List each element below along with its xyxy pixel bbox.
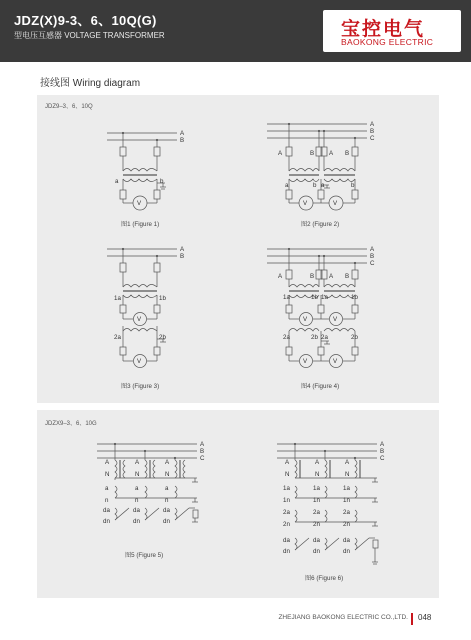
fig4-meter-4: V <box>333 358 338 365</box>
fig2-bus-c: C <box>370 135 375 142</box>
fig4-pri-2: B <box>310 273 315 280</box>
fig6-bus-a: A <box>380 441 385 448</box>
fig5-da-2: da <box>133 507 140 514</box>
fig5-a-2: a <box>135 485 139 492</box>
fig5-bus-c: C <box>200 455 205 462</box>
fig6-1a-1: 1a <box>283 485 290 492</box>
fig4-bus-c: C <box>370 260 375 267</box>
fig6-da-2: da <box>313 537 320 544</box>
fig4-meter-2: V <box>333 316 338 323</box>
fig5-caption: 图5 (Figure 5) <box>125 552 164 559</box>
fig6-A-3: A <box>345 459 350 466</box>
fig6-2a-1: 2a <box>283 509 290 516</box>
figure-4-diagram <box>267 249 367 368</box>
fig2-sec-4: b <box>351 182 355 189</box>
figure-1-diagram <box>107 133 177 210</box>
fig2-sec-2: b <box>313 182 317 189</box>
company-logo <box>323 10 461 52</box>
wiring-panel-jdzx9 <box>37 410 439 598</box>
fig5-da-1: da <box>103 507 110 514</box>
series-label-2: JDZX9–3、6、10G <box>45 421 97 427</box>
fig4-sec1-1: 1a <box>283 294 290 301</box>
fig1-sec-b: b <box>160 178 164 185</box>
fig5-N-1: N <box>105 471 110 478</box>
fig5-N-2: N <box>135 471 140 478</box>
fig2-meter-2: V <box>333 200 338 207</box>
fig6-N-1: N <box>285 471 290 478</box>
fig1-bus-a: A <box>180 130 185 137</box>
series-label: JDZ9–3、6、10Q <box>45 104 93 110</box>
fig4-pri-4: B <box>345 273 350 280</box>
fig4-sec1-3: 1a <box>321 294 328 301</box>
fig6-1a-2: 1a <box>313 485 320 492</box>
fig4-pri-1: A <box>278 273 283 280</box>
fig3-sec1-b: 1b <box>159 295 166 302</box>
fig5-bus-b: B <box>200 448 205 455</box>
fig4-bus-a: A <box>370 246 375 253</box>
fig2-pri-1: A <box>278 150 283 157</box>
fig6-2n-2: 2n <box>313 521 320 528</box>
fig1-bus-b: B <box>180 137 185 144</box>
wiring-diagrams-5-6 <box>37 410 439 598</box>
fig5-n-3: n <box>165 497 169 504</box>
section-title: 接线图 Wiring diagram <box>40 78 141 89</box>
fig6-2n-1: 2n <box>283 521 290 528</box>
fig6-N-2: N <box>315 471 320 478</box>
fig6-dn-3: dn <box>343 548 350 555</box>
fig2-sec-1: a <box>285 182 289 189</box>
fig3-bus-a: A <box>180 246 185 253</box>
fig5-bus-a: A <box>200 441 205 448</box>
fig6-da-1: da <box>283 537 290 544</box>
fig5-A-3: A <box>165 459 170 466</box>
fig5-dn-3: dn <box>163 518 170 525</box>
fig4-pri-3: A <box>329 273 334 280</box>
fig6-bus-b: B <box>380 448 385 455</box>
fig2-caption: 图2 (Figure 2) <box>301 221 340 228</box>
fig3-sec2-b: 2b <box>159 334 166 341</box>
fig5-n-2: n <box>135 497 139 504</box>
fig4-meter-3: V <box>303 358 308 365</box>
fig6-2a-2: 2a <box>313 509 320 516</box>
fig3-caption: 图3 (Figure 3) <box>121 383 160 390</box>
fig5-N-3: N <box>165 471 170 478</box>
fig4-bus-b: B <box>370 253 375 260</box>
fig4-meter-1: V <box>303 316 308 323</box>
page-number: 048 <box>418 613 432 622</box>
figure-3-diagram <box>107 249 177 368</box>
fig1-caption: 图1 (Figure 1) <box>121 221 160 228</box>
wiring-panel-jdz9 <box>37 95 439 403</box>
fig6-1a-3: 1a <box>343 485 350 492</box>
fig3-meter-1: V <box>137 316 142 323</box>
fig2-pri-2: B <box>310 150 315 157</box>
fig3-meter-2: V <box>137 358 142 365</box>
fig2-meter-1: V <box>303 200 308 207</box>
fig4-sec2-1: 2a <box>283 334 290 341</box>
product-subtitle: 型电压互感器 VOLTAGE TRANSFORMER <box>14 31 165 40</box>
fig2-bus-a: A <box>370 121 375 128</box>
fig2-sec-3: a <box>321 182 325 189</box>
fig5-n-1: n <box>105 497 109 504</box>
fig2-pri-4: B <box>345 150 350 157</box>
fig6-da-3: da <box>343 537 350 544</box>
fig5-da-3: da <box>163 507 170 514</box>
fig5-A-1: A <box>105 459 110 466</box>
footer-company: ZHEJIANG BAOKONG ELECTRIC CO.,LTD. <box>278 614 408 621</box>
fig5-dn-1: dn <box>103 518 110 525</box>
fig4-sec2-2: 2b <box>311 334 318 341</box>
figure-6-diagram <box>277 444 378 564</box>
fig2-pri-3: A <box>329 150 334 157</box>
fig6-1n-2: 1n <box>313 497 320 504</box>
fig4-sec2-3: 2a <box>321 334 328 341</box>
fig6-A-1: A <box>285 459 290 466</box>
fig4-sec1-2: 1b <box>311 294 318 301</box>
fig6-1n-3: 1n <box>343 497 350 504</box>
fig6-A-2: A <box>315 459 320 466</box>
fig5-a-3: a <box>165 485 169 492</box>
figure-2-diagram <box>267 124 367 210</box>
fig6-2n-3: 2n <box>343 521 350 528</box>
product-model: JDZ(X)9-3、6、10Q(G) <box>14 13 157 28</box>
logo-cn: 宝控电气 <box>341 19 426 40</box>
fig3-bus-b: B <box>180 253 185 260</box>
fig3-sec1-a: 1a <box>114 295 121 302</box>
fig6-dn-2: dn <box>313 548 320 555</box>
fig6-N-3: N <box>345 471 350 478</box>
wiring-diagrams-1-4 <box>37 95 439 403</box>
fig6-2a-3: 2a <box>343 509 350 516</box>
fig6-dn-1: dn <box>283 548 290 555</box>
fig4-sec2-4: 2b <box>351 334 358 341</box>
fig4-sec1-4: 1b <box>351 294 358 301</box>
fig5-dn-2: dn <box>133 518 140 525</box>
fig1-sec-a: a <box>115 178 119 185</box>
footer-divider <box>411 613 413 625</box>
fig6-caption: 图6 (Figure 6) <box>305 575 344 582</box>
logo-en: BAOKONG ELECTRIC <box>341 37 434 47</box>
fig2-bus-b: B <box>370 128 375 135</box>
figure-5-diagram <box>97 444 198 522</box>
fig6-1n-1: 1n <box>283 497 290 504</box>
fig4-caption: 图4 (Figure 4) <box>301 383 340 390</box>
fig3-sec2-a: 2a <box>114 334 121 341</box>
page-header <box>0 0 471 62</box>
fig6-bus-c: C <box>380 455 385 462</box>
fig5-A-2: A <box>135 459 140 466</box>
fig1-meter: V <box>137 200 142 207</box>
fig5-a-1: a <box>105 485 109 492</box>
